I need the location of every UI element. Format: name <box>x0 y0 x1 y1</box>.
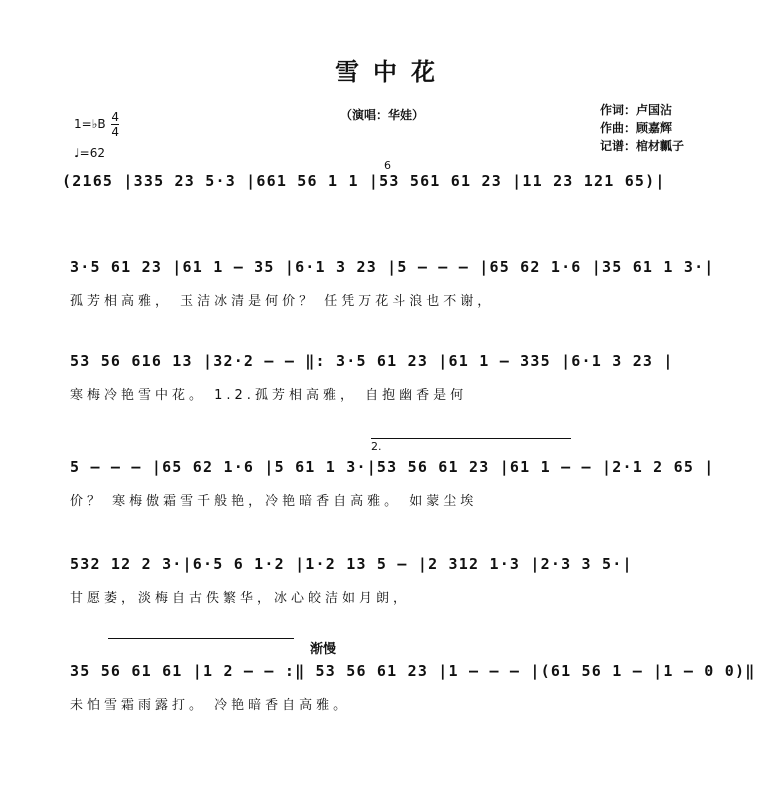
performer-credit: （演唱：华娃） <box>340 108 425 122</box>
tempo-marking: ♩=62 <box>74 146 105 160</box>
score-row-5-notes: 532 12 2 3·|6·5 6 1·2 |1·2 13 5 – |2 312 1·3 |2·3 3 5·| <box>70 555 633 573</box>
score-row-4-lyrics: 价？ 寒梅傲霜雪千般艳，冷艳暗香自高雅。 如蒙尘埃 <box>70 494 478 509</box>
transcriber-credit: 记谱：棺材瓤子 <box>600 139 685 153</box>
score-row-6-lyrics: 未怕雪霜雨露打。 冷艳暗香自高雅。 <box>70 698 351 713</box>
volta-bracket <box>371 438 571 439</box>
score-row-1-notes: (2165 |335 23 5·3 |661 56 1 1 |53 561 61 23 |11 23 121 65)| <box>62 172 666 190</box>
score-row-6-notes: 35 56 61 61 |1 2 – – :‖ 53 56 61 23 |1 – – – |(61 56 1 – |1 – 0 0)‖ <box>70 662 756 680</box>
volta-ending-2: 2. <box>371 440 382 453</box>
key-signature <box>74 110 119 139</box>
lyricist-credit: 作词：卢国沾 <box>600 103 673 117</box>
song-title: 雪中花 <box>335 58 449 86</box>
score-row-2-lyrics: 孤芳相高雅， 玉洁冰清是何价？ 任凭万花斗浪也不谢， <box>70 294 495 309</box>
composer-credit: 作曲：顾嘉辉 <box>600 121 673 135</box>
repeat-bracket <box>108 638 294 639</box>
score-row-5-lyrics: 甘愿萎，淡梅自古佚繁华，冰心皎洁如月朗， <box>70 591 411 606</box>
score-row-3-notes: 53 56 616 13 |32·2 – – ‖: 3·5 61 23 |61 1 – 335 |6·1 3 23 | <box>70 352 674 370</box>
time-signature-top: 4 <box>111 110 120 124</box>
score-row-2-notes: 3·5 61 23 |61 1 – 35 |6·1 3 23 |5 – – – |65 62 1·6 |35 61 1 3·| <box>70 258 715 276</box>
fermata-number: 6 <box>384 159 391 172</box>
time-signature-bottom: 4 <box>111 125 120 139</box>
time-signature <box>111 110 119 139</box>
score-row-4-notes: 5 – – – |65 62 1·6 |5 61 1 3·|53 56 61 23 |61 1 – – |2·1 2 65 | <box>70 458 715 476</box>
score-row-3-lyrics: 寒梅冷艳雪中花。 1.2.孤芳相高雅， 自抱幽香是何 <box>70 388 468 403</box>
tempo-change-marking: 渐慢 <box>310 642 337 657</box>
key-label: 1=♭B <box>74 117 106 131</box>
